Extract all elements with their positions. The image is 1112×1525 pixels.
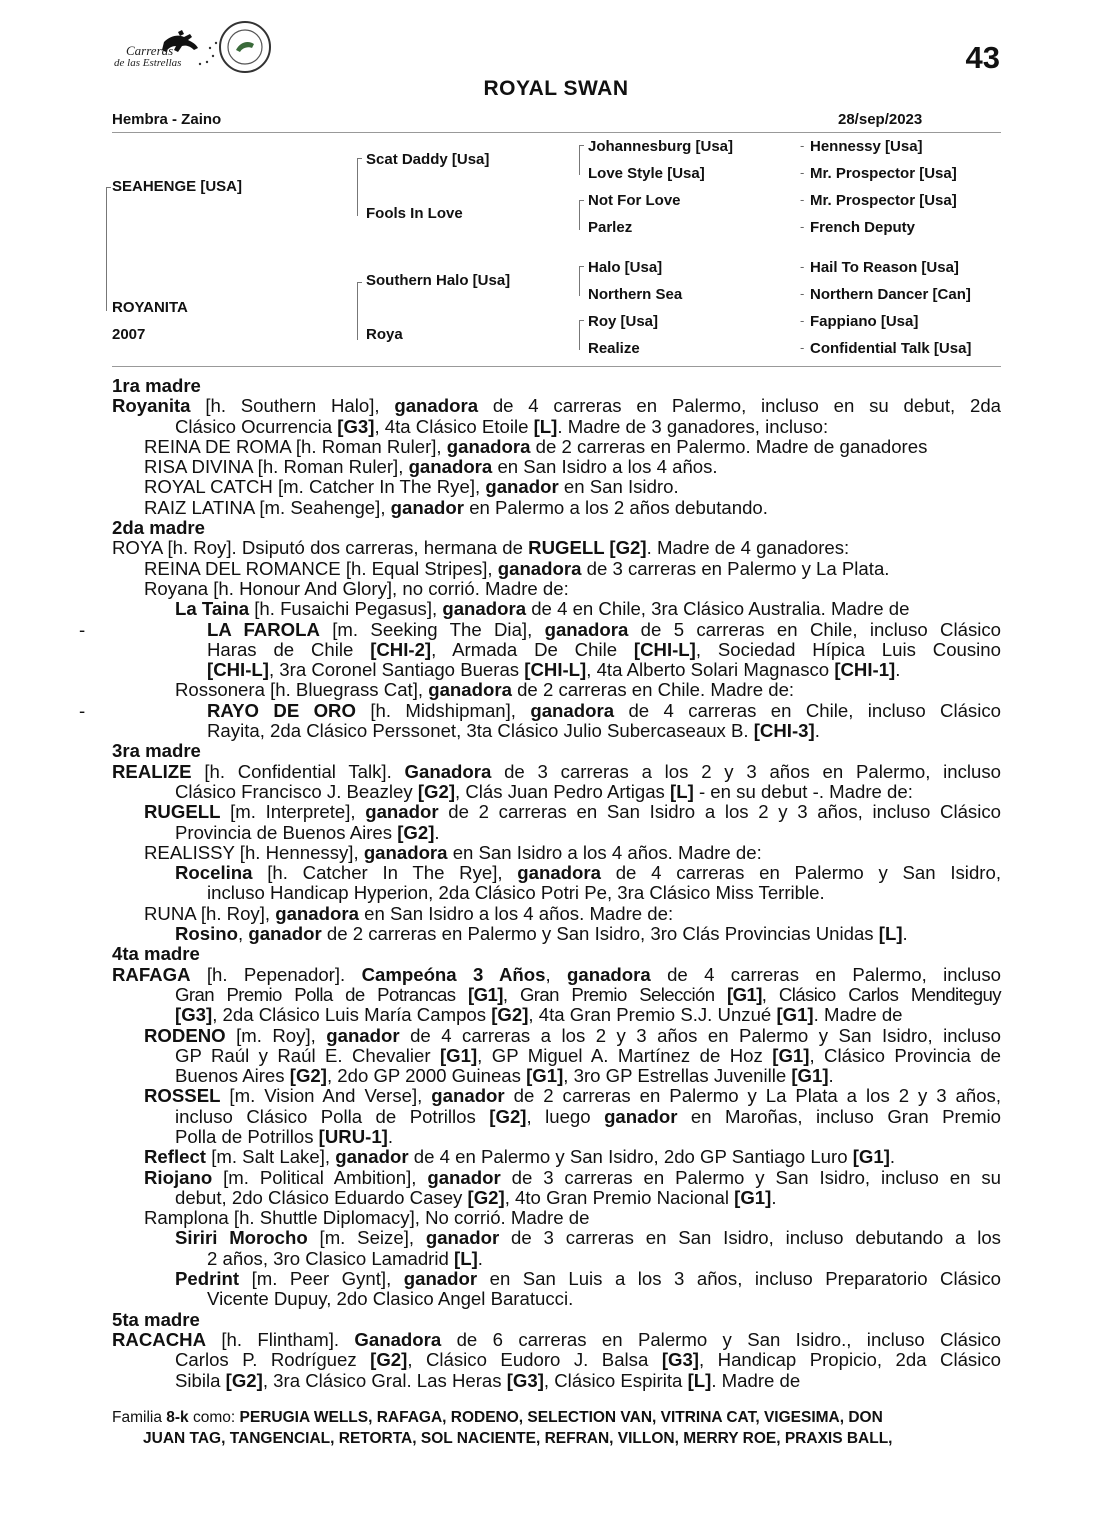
text: , Clás Juan Pedro Artigas <box>455 780 665 802</box>
grade: [G1] <box>727 983 762 1005</box>
bracket-line <box>579 200 584 201</box>
text: ganador <box>485 476 559 498</box>
text-line <box>112 640 1001 660</box>
text-line <box>112 477 1001 497</box>
logo-text-carreras: Carreras <box>126 43 174 58</box>
bracket-line <box>579 320 584 321</box>
section-heading: 2da madre <box>112 517 206 539</box>
horse-name: La Taina <box>175 598 250 620</box>
text-line <box>112 721 1001 741</box>
text-line <box>112 457 1001 477</box>
grade: [G1] <box>852 1146 890 1168</box>
text: ganadora <box>363 841 448 863</box>
text: Ganadora <box>404 760 492 782</box>
grade: [G1] <box>776 1004 814 1026</box>
horse-name: RACACHA <box>112 1328 206 1350</box>
text-line <box>112 823 1001 843</box>
text: REALISSY [h. Hennessy], <box>144 841 359 863</box>
footer-line <box>112 1408 1001 1429</box>
text: ganador <box>403 1268 478 1290</box>
text: de 4 carreras en Palermo y San Isidro, <box>615 862 1001 884</box>
section-heading: 4ta madre <box>112 943 200 965</box>
grade: [L] <box>687 1369 712 1391</box>
text: de 2 carreras en San Isidro a los 2 y 3 años, incluso Clásico <box>448 801 1001 823</box>
grade: [G1] <box>791 1065 829 1087</box>
text: ganador <box>390 496 465 518</box>
text: en Maroñas, incluso Gran Premio <box>690 1105 1002 1127</box>
grade: [G3] <box>175 1004 213 1026</box>
text-line <box>112 1086 1001 1106</box>
text: de 2 carreras en Palermo y San Isidro, 3ro Clás Provincias Unidas <box>326 923 874 945</box>
text: Haras de Chile <box>207 638 354 660</box>
family-number: 8-k <box>166 1409 189 1426</box>
text: ganadora <box>567 963 651 985</box>
text: [m. Political Ambition], <box>223 1166 417 1188</box>
pedigree-gen2: Roya <box>366 326 403 343</box>
pedigree-divider <box>112 366 1001 367</box>
carreras-de-las-estrellas-logo <box>112 28 222 74</box>
text-line: incluso Handicap Hyperion, 2da Clásico Potri Pe, 3ra Clásico Miss Terrible. <box>207 882 825 904</box>
text: ganador <box>431 1085 505 1107</box>
text-line <box>112 1046 1001 1066</box>
text-line <box>112 1026 1001 1046</box>
horse-name: RUGELL [G2] <box>528 537 647 559</box>
grade: [G3] <box>506 1369 544 1391</box>
text: de 3 carreras a los 2 y 3 años en Palermo, incluso <box>504 760 1002 782</box>
bracket-line <box>357 158 362 159</box>
text-line <box>112 559 1001 579</box>
grade: [CHI-1] <box>834 659 896 681</box>
text: [h. Pepenador]. <box>206 963 346 985</box>
text: , 4ta Gran Premio S.J. Unzué <box>528 1004 772 1026</box>
bracket-line <box>357 282 358 340</box>
text: . <box>387 1125 394 1147</box>
text: ROYA [h. Roy]. Dsiputó dos carreras, hermana de <box>112 537 523 559</box>
text-line <box>112 1107 1001 1127</box>
text: , Clásico Eudoro J. Balsa <box>407 1349 649 1371</box>
text-line <box>112 599 1001 619</box>
text: Carlos P. Rodríguez <box>175 1349 357 1371</box>
text-line <box>112 1228 1001 1248</box>
horse-name: RUGELL <box>144 801 221 823</box>
text-line <box>112 1371 1001 1391</box>
logo-text-estrellas: de las Estrellas <box>114 57 182 69</box>
pedigree-dash: - <box>800 165 805 180</box>
text: ganador <box>604 1105 678 1127</box>
grade: [G2] <box>417 780 456 802</box>
text: de 4 en Palermo y San Isidro, 2do GP Santiago Luro <box>413 1146 848 1168</box>
grade: [CHI-3] <box>753 720 815 742</box>
text: , 4ta Clásico Etoile <box>374 415 529 437</box>
pedigree-dash: - <box>800 192 805 207</box>
text: . Madre de <box>813 1004 903 1026</box>
text-line <box>112 1066 1001 1086</box>
text: , 2da Clásico Luis María Campos <box>212 1004 487 1026</box>
grade: [G2] <box>489 1105 527 1127</box>
text: de 2 carreras en Palermo y La Plata a los 2 y 3 años, <box>513 1085 1002 1107</box>
grade: [L] <box>878 923 903 945</box>
text: , 4ta Alberto Solari Magnasco <box>586 659 830 681</box>
text: [h. Fusaichi Pegasus], <box>254 598 438 620</box>
text: de 4 carreras a los 2 y 3 años en Palermo y San Isidro, incluso <box>410 1024 1001 1046</box>
text-line: Vicente Dupuy, 2do Clasico Angel Baratucci. <box>207 1288 574 1310</box>
pedigree-gen4: Confidential Talk [Usa] <box>810 340 972 357</box>
text-line <box>112 1350 1001 1370</box>
grade: [G1] <box>526 1065 564 1087</box>
text: , Clásico Provincia de <box>809 1044 1001 1066</box>
text: Campeóna 3 Años <box>361 963 546 985</box>
text: . <box>902 923 908 945</box>
pedigree-gen3: Northern Sea <box>588 286 683 303</box>
pedigree-gen4: Hennessy [Usa] <box>810 138 923 155</box>
text-line <box>112 1188 1001 1208</box>
text: [h. Flintham]. <box>221 1328 340 1350</box>
pedigree-gen3: Johannesburg [Usa] <box>588 138 734 155</box>
text: , Gran Premio Selección <box>502 983 715 1005</box>
text: ganadora <box>530 699 615 721</box>
pedigree-dam: ROYANITA <box>112 299 188 316</box>
grade: [G3] <box>661 1349 699 1371</box>
grade: [G2] <box>370 1349 408 1371</box>
text: ROYAL CATCH [m. Catcher In The Rye], <box>144 476 481 498</box>
text: Ganadora <box>354 1328 442 1350</box>
pedigree-dash: - <box>800 340 805 355</box>
text: , Clásico Espirita <box>543 1369 683 1391</box>
text: , GP Miguel A. Martínez de Hoz <box>477 1044 763 1066</box>
text: , 4to Gran Premio Nacional <box>504 1186 729 1208</box>
text-line <box>112 985 1001 1005</box>
text: . Madre de 3 ganadores, incluso: <box>557 415 829 437</box>
text: , luego <box>526 1105 591 1127</box>
text-line <box>112 498 1001 518</box>
grade: [G1] <box>772 1044 810 1066</box>
text: GP Raúl y Raúl E. Chevalier <box>175 1044 431 1066</box>
text-line <box>112 904 1001 924</box>
text: . Madre de <box>711 1369 801 1391</box>
text: de 2 carreras en Palermo. Madre de ganadores <box>535 435 928 457</box>
grade: [G2] <box>397 821 435 843</box>
pedigree-gen4: Hail To Reason [Usa] <box>810 259 959 276</box>
text: [m. Peer Gynt], <box>251 1268 392 1290</box>
pedigree-gen4: French Deputy <box>810 219 916 236</box>
horse-name: Riojano <box>144 1166 213 1188</box>
bracket-line <box>579 145 580 175</box>
text: ganadora <box>394 395 479 417</box>
text: Clásico Francisco J. Beazley <box>175 780 413 802</box>
bracket-line <box>579 145 584 146</box>
horse-name: Siriri Morocho <box>175 1227 308 1249</box>
text-line <box>112 863 1001 883</box>
sex-color: Hembra - Zaino <box>112 111 222 128</box>
text: en San Isidro. <box>563 476 679 498</box>
horse-name: RODENO <box>144 1024 226 1046</box>
pedigree-sire: SEAHENGE [USA] <box>112 178 243 195</box>
text-line: RAFAGA [h. Pepenador]. Campeóna 3 Años, ganadora de 4 carreras en Palermo, incluso <box>112 963 1002 985</box>
text: en San Isidro a los 4 años. <box>497 456 718 478</box>
text: [h. Catcher In The Rye], <box>267 862 503 884</box>
text-line <box>112 1330 1001 1350</box>
text: ganadora <box>442 598 527 620</box>
text-line <box>112 1269 1001 1289</box>
text: , 3ro GP Estrellas Juvenille <box>563 1065 787 1087</box>
grade: [L] <box>670 780 694 802</box>
text: REINA DEL ROMANCE [h. Equal Stripes], <box>144 557 493 579</box>
text-line <box>112 660 1001 680</box>
text: [m. Seeking The Dia], <box>332 618 533 640</box>
text: debut, 2do Clásico Eduardo Casey <box>175 1186 463 1208</box>
pedigree-gen2: Fools In Love <box>366 205 463 222</box>
text: ganador <box>248 923 322 945</box>
grade: [L] <box>533 415 558 437</box>
text: Familia <box>112 1409 162 1426</box>
horse-name: RAFAGA <box>112 963 191 985</box>
text: Rossonera [h. Bluegrass Cat], <box>175 679 424 701</box>
text-line <box>112 538 1001 558</box>
text: . Madre de 4 ganadores: <box>646 537 850 559</box>
pedigree-gen4: Mr. Prospector [Usa] <box>810 192 957 209</box>
pedigree-gen3: Halo [Usa] <box>588 259 663 276</box>
text-line <box>112 1147 1001 1167</box>
text-line <box>112 1127 1001 1147</box>
text: [h. Southern Halo], <box>205 395 380 417</box>
pedigree-gen3: Realize <box>588 340 640 357</box>
horse-name: Rosino <box>175 923 239 945</box>
text: [m. Interprete], <box>230 801 356 823</box>
text: Sibila <box>175 1369 221 1391</box>
text: . <box>828 1065 834 1087</box>
bracket-line <box>106 187 107 311</box>
text: [m. Salt Lake], <box>211 1146 331 1168</box>
text: en San Isidro a los 4 años. Madre de: <box>452 841 762 863</box>
text: . <box>477 1247 483 1269</box>
text: de 4 carreras en Palermo, incluso en su debut, 2da <box>492 395 1002 417</box>
text-line <box>79 618 1002 640</box>
text: incluso Clásico Polla de Potrillos <box>175 1105 476 1127</box>
text: de 4 carreras en Palermo, incluso <box>667 963 1002 985</box>
horse-name: ROSSEL <box>144 1085 221 1107</box>
pedigree-gen3: Roy [Usa] <box>588 313 659 330</box>
horse-name: LA FAROLA <box>207 618 320 640</box>
text: de 6 carreras en Palermo y San Isidro., incluso Clásico <box>456 1328 1002 1350</box>
text: en San Luis a los 3 años, incluso Preparatorio Clásico <box>489 1268 1002 1290</box>
text: ganador <box>365 801 439 823</box>
text: en San Isidro a los 4 años. Madre de: <box>364 902 674 924</box>
text: RISA DIVINA [h. Roman Ruler], <box>144 456 404 478</box>
text-line <box>112 802 1001 822</box>
family-history <box>79 375 1002 1391</box>
grade: [CHI-L] <box>633 638 696 660</box>
text: ganadora <box>544 618 629 640</box>
text-line <box>112 1249 1001 1269</box>
horse-name: Pedrint <box>175 1268 240 1290</box>
bracket-line <box>579 200 580 230</box>
text: ganadora <box>517 862 601 884</box>
text: ganador <box>427 1166 501 1188</box>
text: , Handicap Propicio, 2da Clásico <box>699 1349 1001 1371</box>
text: REINA DE ROMA [h. Roman Ruler], <box>144 435 442 457</box>
text: Clásico Ocurrencia <box>175 415 333 437</box>
text-line: Royana [h. Honour And Glory], no corrió. Madre de: <box>144 577 569 599</box>
breeders-cup-seal-icon <box>218 20 272 74</box>
horse-name: REALIZE <box>112 760 192 782</box>
text-line <box>112 1005 1001 1025</box>
section-heading: 3ra madre <box>112 740 201 762</box>
horse-name: Reflect <box>144 1146 207 1168</box>
text: ganadora <box>428 679 512 701</box>
text-line <box>112 762 1001 782</box>
pedigree-gen3: Love Style [Usa] <box>588 165 705 182</box>
text-line <box>112 437 1001 457</box>
section-heading: 5ta madre <box>112 1308 200 1330</box>
text-line <box>112 782 1001 802</box>
pedigree-gen3: Parlez <box>588 219 633 236</box>
grade: [G3] <box>337 415 375 437</box>
text-line: Ramplona [h. Shuttle Diplomacy], No corrió. Madre de <box>144 1207 590 1229</box>
text: , 3ra Clásico Gral. Las Heras <box>262 1369 502 1391</box>
text: RUNA [h. Roy], <box>144 902 271 924</box>
text: [m. Vision And Verse], <box>229 1085 423 1107</box>
text: , 3ra Coronel Santiago Bueras <box>268 659 520 681</box>
grade: [L] <box>454 1247 478 1269</box>
text: Buenos Aires <box>175 1065 285 1087</box>
text-line <box>112 396 1001 416</box>
grade: [G1] <box>734 1186 772 1208</box>
text: de 4 carreras en Chile, incluso Clásico <box>628 699 1002 721</box>
page-number: 43 <box>965 40 1000 75</box>
text: Provincia de Buenos Aires <box>175 821 393 843</box>
grade: [G1] <box>439 1044 478 1066</box>
text: ganadora <box>275 902 359 924</box>
text: , 2do GP 2000 Guineas <box>326 1065 521 1087</box>
text: ganador <box>425 1227 500 1249</box>
pedigree-dash: - <box>800 259 805 274</box>
bracket-line <box>106 187 111 188</box>
horse-name: Rocelina <box>175 862 253 884</box>
pedigree-dash: - <box>800 286 805 301</box>
bracket-line <box>579 266 580 296</box>
text: de 5 carreras en Chile, incluso Clásico <box>640 618 1002 640</box>
text: de 3 carreras en Palermo y La Plata. <box>586 557 890 579</box>
text: ganadora <box>497 557 582 579</box>
text: RAIZ LATINA [m. Seahenge], <box>144 496 386 518</box>
grade: [G1] <box>468 983 503 1005</box>
footer-line <box>112 1429 1001 1450</box>
horse-name-title: ROYAL SWAN <box>483 77 629 100</box>
pedigree-gen4: Mr. Prospector [Usa] <box>810 165 957 182</box>
grade: [CHI-L] <box>207 659 269 681</box>
text-line <box>112 1168 1001 1188</box>
text: ganadora <box>408 456 493 478</box>
pedigree-gen4: Fappiano [Usa] <box>810 313 919 330</box>
text: de 3 carreras en San Isidro, incluso debutando a los <box>511 1227 1001 1249</box>
text: de 2 carreras en Chile. Madre de: <box>517 679 795 701</box>
text: . <box>814 720 820 742</box>
text-line <box>79 699 1002 721</box>
family-members: PERUGIA WELLS, RAFAGA, RODENO, SELECTION VAN, VITRINA CAT, VIGESIMA, DON <box>239 1409 883 1426</box>
text: [m. Roy], <box>236 1024 316 1046</box>
text-line: Rosino, ganador de 2 carreras en Palermo y San Isidro, 3ro Clás Provincias Unidas [L]. <box>175 923 908 945</box>
text: [h. Midshipman], <box>370 699 516 721</box>
family-members: JUAN TAG, TANGENCIAL, RETORTA, SOL NACIENTE, REFRAN, VILLON, MERRY ROE, PRAXIS BALL, <box>143 1429 893 1447</box>
text-line <box>112 843 1001 863</box>
dash: - <box>79 699 86 721</box>
bracket-line <box>579 320 580 350</box>
text: [m. Seize], <box>319 1227 415 1249</box>
text: [h. Confidential Talk]. <box>204 760 392 782</box>
text: en Palermo a los 2 años debutando. <box>469 496 768 518</box>
text: ganador <box>335 1146 409 1168</box>
section-heading: 1ra madre <box>112 375 201 396</box>
text: 2 años, 3ro Clasico Lamadrid <box>207 1247 449 1269</box>
text: - en su debut -. Madre de: <box>698 780 913 802</box>
horse-name: Royanita <box>112 395 191 417</box>
text: Polla de Potrillos <box>175 1125 314 1147</box>
text: , Clásico Carlos Menditeguy <box>761 983 1001 1005</box>
text: Rayita, 2da Clásico Perssonet, 3ta Clásico Julio Subercaseaux B. <box>207 720 749 742</box>
grade: [URU-1] <box>318 1125 388 1147</box>
pedigree-dam-year: 2007 <box>112 326 146 343</box>
text-line <box>112 417 1001 437</box>
pedigree-gen2: Scat Daddy [Usa] <box>366 151 490 168</box>
pedigree-gen2: Southern Halo [Usa] <box>366 272 511 289</box>
grade: [CHI-2] <box>370 638 432 660</box>
pedigree-gen4: Northern Dancer [Can] <box>810 286 971 303</box>
bracket-line <box>579 266 584 267</box>
bracket-line <box>357 282 362 283</box>
pedigree-dash: - <box>800 138 805 153</box>
bracket-line <box>357 158 358 216</box>
text: , Armada De Chile <box>431 638 618 660</box>
grade: [CHI-L] <box>524 659 587 681</box>
text: . <box>895 659 901 681</box>
dash: - <box>79 618 86 640</box>
pedigree-dash: - <box>800 313 805 328</box>
text: de 4 en Chile, 3ra Clásico Australia. Madre de <box>531 598 910 620</box>
pedigree-gen3: Not For Love <box>588 192 681 209</box>
breeders-cup-logo <box>218 20 272 74</box>
family-footer <box>112 1408 1001 1449</box>
text: . <box>771 1186 777 1208</box>
text: Gran Premio Polla de Potrancas <box>175 983 456 1005</box>
text: . <box>889 1146 896 1168</box>
text: de 3 carreras en Palermo y San Isidro, incluso en su <box>511 1166 1001 1188</box>
text: , Sociedad Hípica Luis Cousino <box>695 638 1001 660</box>
report-date: 28/sep/2023 <box>838 111 923 128</box>
grade: [G2] <box>467 1186 505 1208</box>
pedigree-dash: - <box>800 219 805 234</box>
grade: [G2] <box>225 1369 263 1391</box>
text-line <box>112 680 1001 700</box>
text: como: <box>192 1409 236 1426</box>
text: . <box>434 821 440 843</box>
grade: [G2] <box>289 1065 327 1087</box>
text: ganador <box>326 1024 400 1046</box>
grade: [G2] <box>491 1004 529 1026</box>
text: ganadora <box>446 435 531 457</box>
header-divider <box>112 132 1001 133</box>
horse-name: RAYO DE ORO <box>207 699 356 721</box>
